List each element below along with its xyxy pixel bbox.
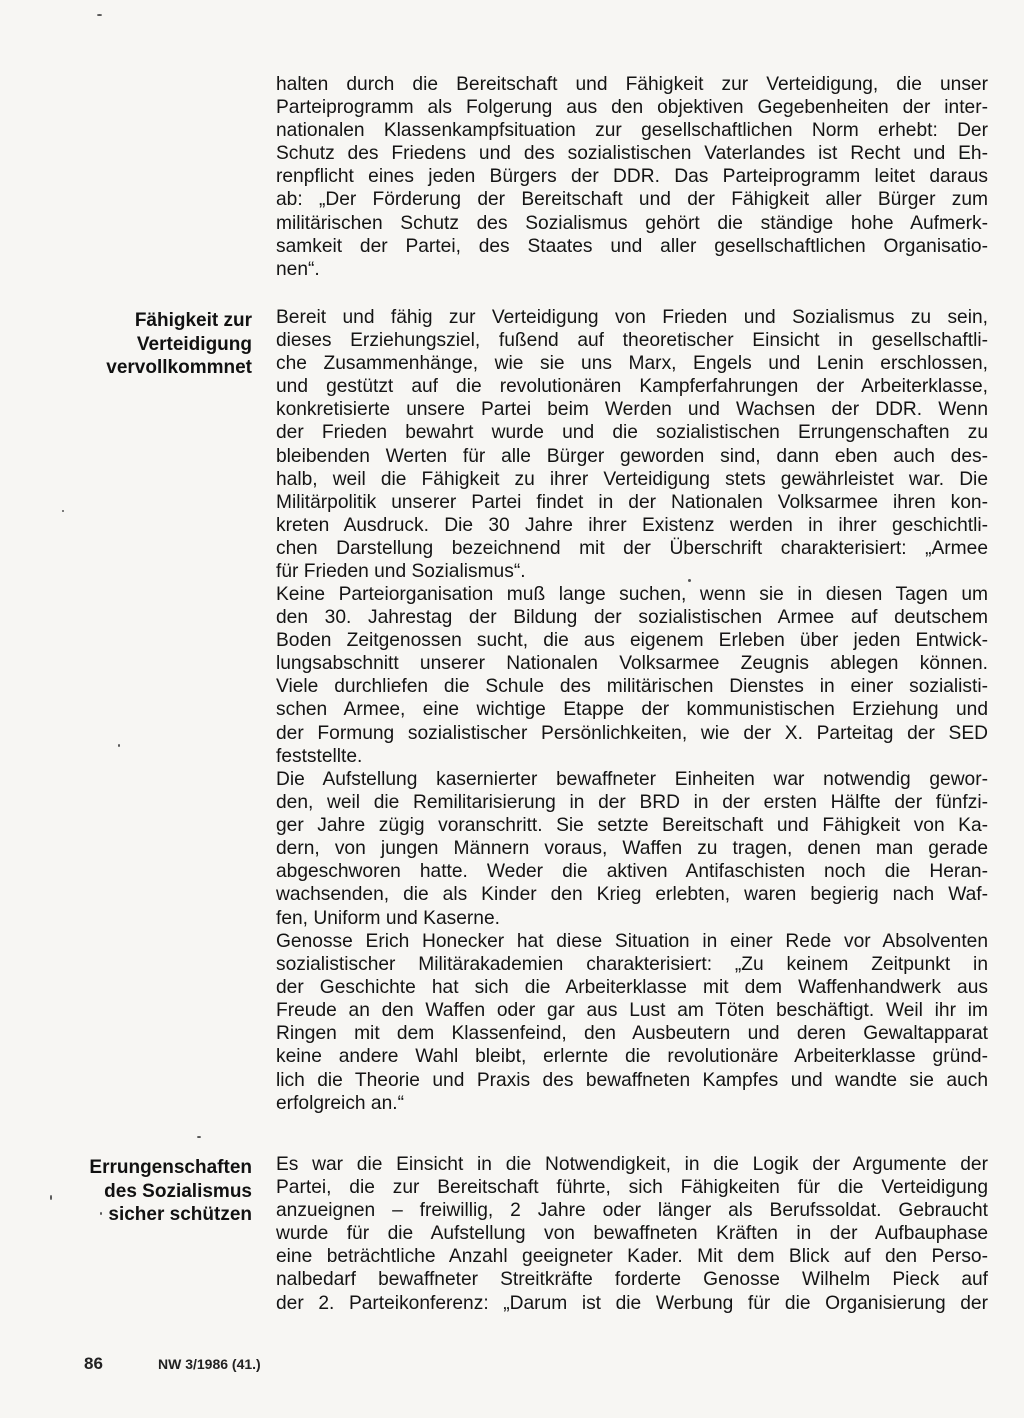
- scan-speck: [97, 14, 102, 16]
- side-heading-line: Fähigkeit zur: [134, 310, 252, 331]
- text-line: Freude an den Waffen oder gar aus Lust am Töten beschäftigt. Weil ihr im: [276, 1000, 988, 1022]
- text-line: ger Jahre zügig voranschritt. Sie setzte Bereitschaft und Fähigkeit von Ka-: [276, 815, 988, 837]
- text-line: und gestützt auf die revolutionären Kampferfahrungen der Arbeiterklasse,: [276, 376, 988, 398]
- paragraph-4: [276, 768, 988, 930]
- text-line: chen Darstellung bezeichnend mit der Überschrift charakterisiert: „Armee: [276, 537, 988, 559]
- scan-speck: [62, 510, 64, 512]
- text-line: wurde für die Aufstellung von bewaffneten Kräften in der Aufbauphase: [276, 1223, 988, 1245]
- text-line: eine beträchtliche Anzahl geeigneter Kader. Mit dem Blick auf den Perso-: [276, 1246, 988, 1268]
- text-line: nationalen Klassenkampfsituation zur gesellschaftlichen Norm erhebt: Der: [276, 120, 988, 142]
- text-line: halten durch die Bereitschaft und Fähigkeit zur Verteidigung, die unser: [276, 74, 988, 95]
- text-line: feststellte.: [276, 745, 363, 767]
- scan-speck: [100, 1212, 102, 1215]
- text-line: che Zusammenhänge, wie sie uns Marx, Engels und Lenin erschlossen,: [276, 353, 988, 375]
- paragraph-2: [276, 306, 988, 583]
- side-heading-line: vervollkommnet: [106, 357, 252, 378]
- paragraph-6: [276, 1153, 988, 1315]
- text-line: Die Aufstellung kasernierter bewaffneter Einheiten war notwendig gewor-: [276, 769, 988, 790]
- text-line: nen“.: [276, 258, 320, 280]
- text-line: für Frieden und Sozialismus“.: [276, 561, 526, 583]
- text-line: keine andere Wahl bleibt, erlernte die revolutionäre Arbeiterklasse gründ-: [276, 1046, 988, 1068]
- text-line: nalbedarf bewaffneter Streitkräfte forderte Genosse Wilhelm Pieck auf: [276, 1269, 988, 1291]
- issue-reference: NW 3/1986 (41.): [158, 1356, 261, 1372]
- text-line: Keine Parteiorganisation muß lange suchen, wenn sie in diesen Tagen um: [276, 584, 988, 605]
- side-heading-line: Errungenschaften: [89, 1157, 252, 1178]
- scan-speck: [197, 1136, 201, 1138]
- text-line: abgeschworen hatte. Weder die aktiven Antifaschisten noch die Heran-: [276, 861, 988, 883]
- text-line: Parteiprogramm als Folgerung aus den objektiven Gegebenheiten der inter-: [276, 97, 988, 119]
- side-heading-verteidigung: [52, 309, 252, 380]
- text-line: Viele durchliefen die Schule des militärischen Dienstes in einer sozialisti-: [276, 676, 988, 698]
- text-line: renpflicht eines jeden Bürgers der DDR. Das Parteiprogramm leitet daraus: [276, 166, 988, 188]
- text-line: lungsabschnitt unserer Nationalen Volksarmee Zeugnis ablegen können.: [276, 653, 988, 675]
- text-line: Partei, die zur Bereitschaft führte, sich Fähigkeiten für die Verteidigung: [276, 1177, 988, 1199]
- text-line: der 2. Parteikonferenz: „Darum ist die Werbung für die Organisierung der: [276, 1292, 988, 1314]
- text-line: Genosse Erich Honecker hat diese Situation in einer Rede vor Absolventen: [276, 931, 988, 952]
- text-line: der Formung sozialistischer Persönlichkeiten, wie der X. Parteitag der SED: [276, 722, 988, 744]
- text-line: bleibenden Werten für alle Bürger geworden sind, dann eben auch des-: [276, 445, 988, 467]
- paragraph-1: [276, 73, 988, 281]
- text-line: Es war die Einsicht in die Notwendigkeit, in die Logik der Argumente der: [276, 1154, 988, 1175]
- text-line: sozialistischer Militärakademien charakterisiert: „Zu keinem Zeitpunkt in: [276, 954, 988, 976]
- text-line: der Geschichte hat sich die Arbeiterklasse mit dem Waffenhandwerk aus: [276, 977, 988, 999]
- text-line: militärischen Schutz des Sozialismus gehört die ständige hohe Aufmerk-: [276, 212, 988, 234]
- text-line: ab: „Der Förderung der Bereitschaft und der Fähigkeit aller Bürger zum: [276, 189, 988, 211]
- text-line: konkretisierte unsere Partei beim Werden und Wachsen der DDR. Wenn: [276, 399, 988, 421]
- text-line: halb, weil die Fähigkeit zu ihrer Verteidigung stets gewährleistet war. Die: [276, 468, 988, 490]
- scan-speck: [688, 579, 691, 582]
- text-line: Boden Zeitgenossen sucht, die aus eigenem Erleben über jeden Entwick-: [276, 630, 988, 652]
- paragraph-5: [276, 930, 988, 1115]
- scan-speck: [50, 1195, 52, 1200]
- scan-speck: [118, 744, 120, 747]
- text-line: der Frieden bewahrt wurde und die sozialistischen Errungenschaften zu: [276, 422, 988, 444]
- text-line: lich die Theorie und Praxis des bewaffneten Kampfes und wandte sie auch: [276, 1069, 988, 1091]
- text-line: fen, Uniform und Kaserne.: [276, 907, 500, 929]
- text-line: Militärpolitik unserer Partei findet in der Nationalen Volksarmee ihren kon-: [276, 491, 988, 513]
- side-heading-line: Verteidigung: [136, 333, 252, 355]
- text-line: dern, von jungen Männern voraus, Waffen zu tragen, denen man gerade: [276, 838, 988, 860]
- page-number: 86: [84, 1354, 103, 1373]
- text-line: Ringen mit dem Klassenfeind, den Ausbeutern und deren Gewaltapparat: [276, 1023, 988, 1045]
- side-heading-line: sicher schützen: [108, 1204, 252, 1225]
- text-line: schen Armee, eine wichtige Etappe der kommunistischen Erziehung und: [276, 699, 988, 721]
- text-line: wachsenden, die als Kinder den Krieg erlebten, waren begierig nach Waf-: [276, 884, 988, 906]
- text-line: samkeit der Partei, des Staates und aller gesellschaftlichen Organisatio-: [276, 235, 988, 257]
- text-line: erfolgreich an.“: [276, 1092, 404, 1114]
- text-line: anzueignen – freiwillig, 2 Jahre oder länger als Berufssoldat. Gebraucht: [276, 1200, 988, 1222]
- text-line: den, weil die Remilitarisierung in der BRD in der ersten Hälfte der fünfzi-: [276, 792, 988, 814]
- text-line: den 30. Jahrestag der Bildung der sozialistischen Armee auf deutschem: [276, 607, 988, 629]
- side-heading-line: des Sozialismus: [104, 1180, 252, 1202]
- paragraph-3: [276, 583, 988, 768]
- text-line: Bereit und fähig zur Verteidigung von Frieden und Sozialismus zu sein,: [276, 307, 988, 328]
- text-line: kreten Ausdruck. Die 30 Jahre ihrer Existenz werden in ihrer geschichtli-: [276, 514, 988, 536]
- text-line: Schutz des Friedens und des sozialistischen Vaterlandes ist Recht und Eh-: [276, 143, 988, 165]
- text-line: dieses Erziehungsziel, fußend auf theoretischer Einsicht in gesellschaftli-: [276, 330, 988, 352]
- side-heading-errungenschaften: [52, 1156, 252, 1227]
